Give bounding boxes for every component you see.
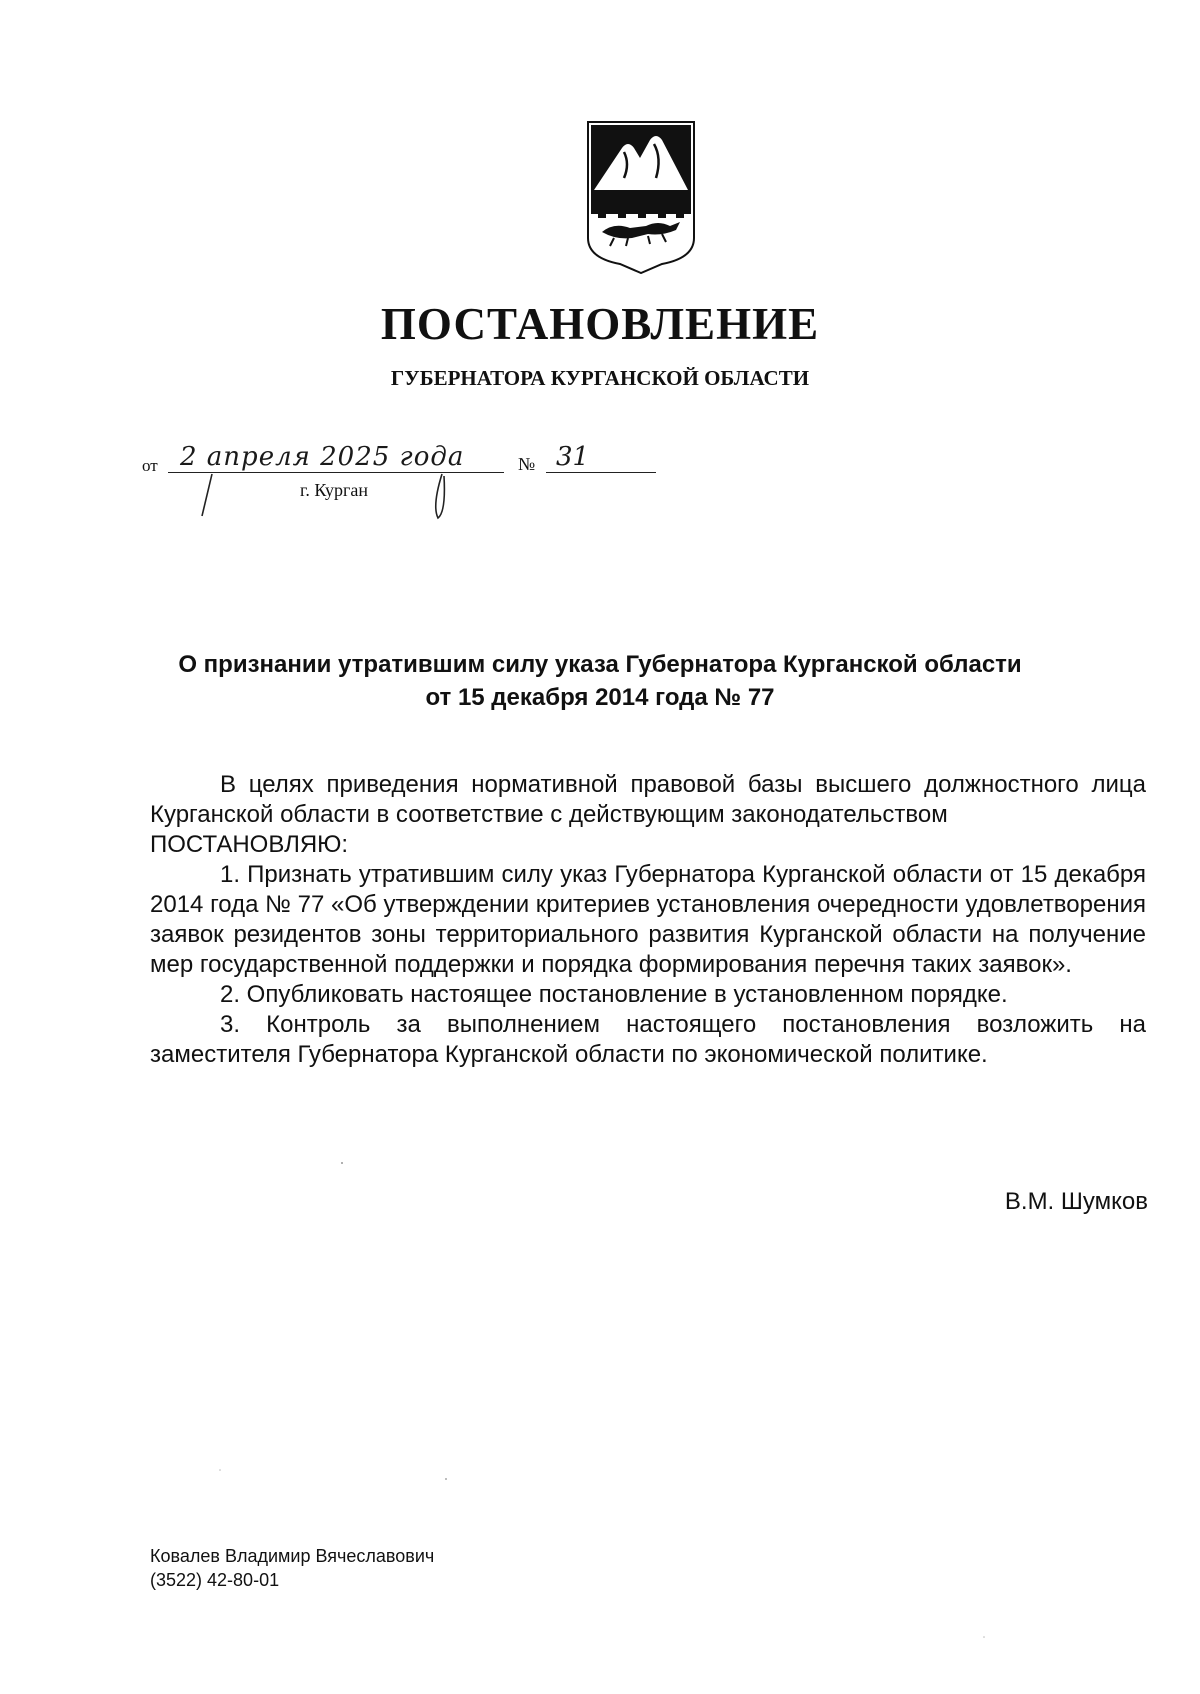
heading-line-1: О признании утратившим силу указа Губернатора Курганской области — [178, 651, 1022, 678]
city-label: г. Курган — [300, 480, 369, 500]
document-title: ПОСТАНОВЛЕНИЕ — [380, 299, 820, 349]
handwritten-date: 2 апреля 2025 года — [180, 442, 465, 472]
document-subtitle: ГУБЕРНАТОРА КУРГАНСКОЙ ОБЛАСТИ — [390, 366, 810, 390]
item-paragraph-2: 2. Опубликовать настоящее постановление в установленном порядке. — [220, 981, 1008, 1008]
executor-block — [150, 1544, 434, 1592]
coat-of-arms-icon — [584, 118, 698, 274]
item-paragraph-1: 1. Признать утратившим силу указ Губернатора Курганской области от 15 декабря 2014 года № 77 «Об утверждении критериев установления очередности удовлетворения заявок резидентов зоны территориального развития Курганской области на получение мер государственной поддержки и порядка формирования перечня таких заявок». — [150, 861, 1146, 978]
handwritten-number: 31 — [556, 442, 590, 472]
heading-line-2: от 15 декабря 2014 года № 77 — [425, 684, 775, 711]
handwriting-strokes — [142, 446, 662, 526]
from-label: от — [142, 456, 158, 475]
document-body — [150, 770, 1146, 1070]
directive-word: ПОСТАНОВЛЯЮ: — [150, 831, 349, 858]
executor-phone: (3522) 42-80-01 — [150, 1570, 280, 1590]
number-label: № — [518, 454, 536, 474]
preamble-paragraph: В целях приведения нормативной правовой базы высшего должностного лица Курганской области в соответствие с действующим законодательством — [150, 771, 1146, 828]
document-heading — [140, 648, 1060, 714]
item-paragraph-3: 3. Контроль за выполнением настоящего постановления возложить на заместителя Губернатора Курганской области по экономической политике. — [150, 1011, 1146, 1068]
executor-name: Ковалев Владимир Вячеславович — [150, 1546, 435, 1566]
signatory-name: В.М. Шумков — [1004, 1188, 1148, 1215]
issue-line — [142, 442, 662, 526]
